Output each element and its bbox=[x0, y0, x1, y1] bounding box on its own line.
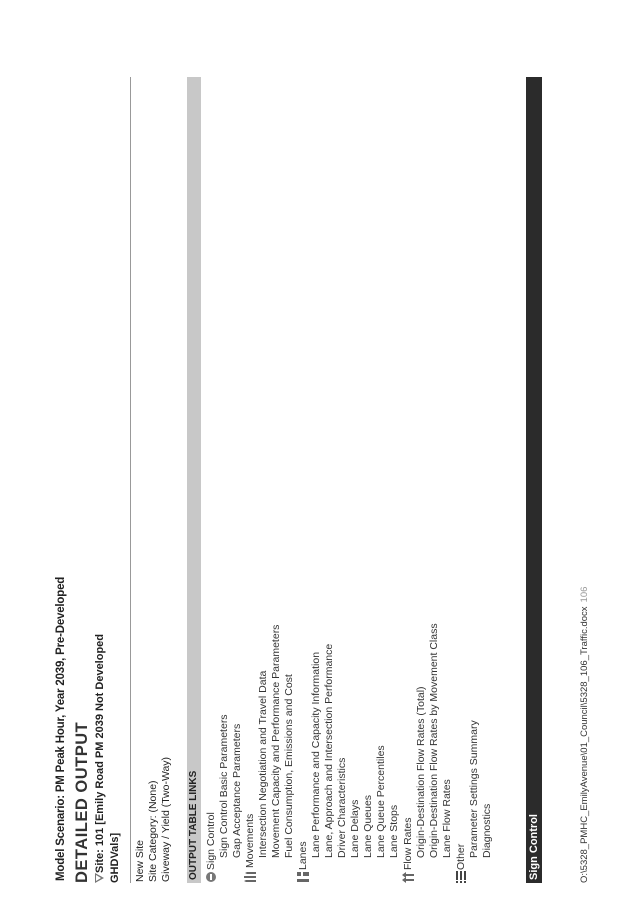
link-sign-control-basic[interactable]: Sign Control Basic Parameters bbox=[218, 714, 230, 858]
link-other[interactable]: Other bbox=[455, 843, 467, 870]
link-od-flow-by-class[interactable]: Origin-Destination Flow Rates by Movement Class bbox=[428, 623, 440, 858]
model-scenario-heading: Model Scenario: PM Peak Hour, Year 2039, Pre-Developed bbox=[55, 576, 67, 881]
link-parameter-settings[interactable]: Parameter Settings Summary bbox=[468, 720, 480, 858]
link-lane-delays[interactable]: Lane Delays bbox=[349, 799, 361, 858]
section-title: Sign Control bbox=[528, 814, 540, 880]
link-sign-control[interactable]: Sign Control bbox=[205, 812, 217, 870]
link-lanes[interactable]: Lanes bbox=[297, 841, 309, 870]
link-diagnostics[interactable]: Diagnostics bbox=[481, 803, 493, 858]
link-driver-characteristics[interactable]: Driver Characteristics bbox=[336, 757, 348, 858]
movements-icon bbox=[244, 869, 256, 883]
site-title-line2: GHDVals] bbox=[109, 832, 121, 883]
link-lane-flow-rates[interactable]: Lane Flow Rates bbox=[441, 779, 453, 858]
site-control-type: Giveway / Yield (Two-Way) bbox=[160, 756, 172, 882]
list-icon bbox=[455, 871, 467, 883]
link-od-flow-total[interactable]: Origin-Destination Flow Rates (Total) bbox=[415, 686, 427, 858]
link-movements[interactable]: Movements bbox=[244, 813, 256, 868]
output-links-band bbox=[187, 77, 201, 883]
link-lane-queue-percentiles[interactable]: Lane Queue Percentiles bbox=[375, 745, 387, 858]
link-lane-stops[interactable]: Lane Stops bbox=[388, 804, 400, 858]
link-lane-performance[interactable]: Lane Performance and Capacity Information bbox=[310, 651, 322, 858]
triangle-icon bbox=[95, 873, 104, 883]
site-name: New Site bbox=[134, 839, 146, 882]
lanes-icon bbox=[297, 871, 309, 883]
divider bbox=[130, 77, 131, 883]
page-number: 106 bbox=[579, 586, 590, 603]
footer-file-path: O:\5328_PMHC_EmilyAvenue\01_Council\5328_106_Traffic.docx bbox=[579, 606, 590, 883]
link-intersection-negotiation[interactable]: Intersection Negotiation and Travel Data bbox=[257, 670, 269, 858]
section-band bbox=[526, 77, 542, 883]
flow-rates-icon bbox=[402, 871, 414, 883]
sign-control-icon bbox=[205, 871, 217, 883]
site-title-line1: Site: 101 [Emily Road PM 2039 Not Developed bbox=[94, 633, 106, 873]
footer bbox=[579, 587, 590, 883]
link-movement-capacity[interactable]: Movement Capacity and Performance Parameters bbox=[270, 624, 282, 858]
site-category: Site Category: (None) bbox=[147, 780, 159, 882]
link-flow-rates[interactable]: Flow Rates bbox=[402, 817, 414, 870]
link-lane-approach-intersection[interactable]: Lane, Approach and Intersection Performance bbox=[323, 643, 335, 858]
page-title: DETAILED OUTPUT bbox=[73, 721, 91, 883]
link-gap-acceptance[interactable]: Gap Acceptance Parameters bbox=[231, 723, 243, 858]
output-links-heading: OUTPUT TABLE LINKS bbox=[188, 770, 199, 880]
link-fuel-consumption[interactable]: Fuel Consumption, Emissions and Cost bbox=[283, 674, 295, 858]
link-lane-queues[interactable]: Lane Queues bbox=[362, 794, 374, 858]
